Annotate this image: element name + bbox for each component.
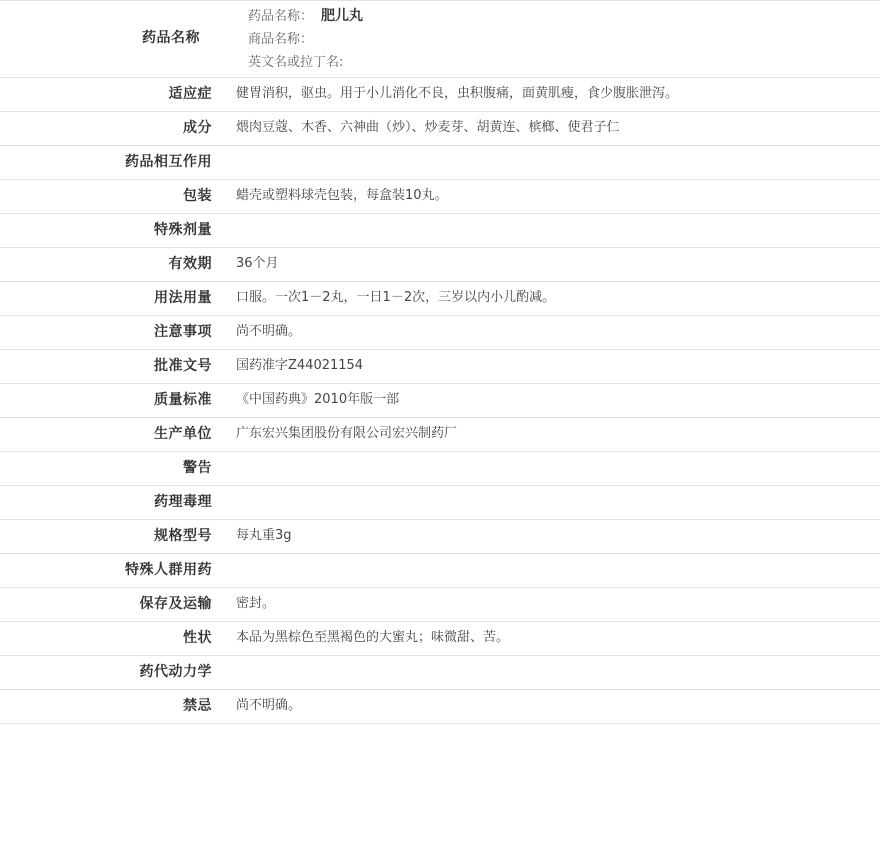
row-label: 用法用量 [154,289,212,306]
table-row [0,554,880,588]
table-row [0,588,880,622]
row-value-cell [224,1,880,78]
row-value: 尚不明确。 [236,324,302,340]
row-label: 质量标准 [154,391,212,408]
row-value-cell [224,588,880,622]
row-label-cell [0,248,224,282]
row-value-cell [224,214,880,248]
row-label-cell [0,690,224,724]
table-row [0,112,880,146]
table-row [0,622,880,656]
drug-name-line [248,5,880,28]
drug-name-label-wrap [0,1,212,77]
english-name-line [248,51,880,74]
table-row [0,248,880,282]
row-value: 蜡壳或塑料球壳包装，每盒装10丸。 [236,188,448,204]
row-label-cell [0,656,224,690]
english-name-value [343,54,351,70]
row-label: 药品名称 [142,30,200,47]
row-value-cell [224,112,880,146]
row-value: 本品为黑棕色至黑褐色的大蜜丸；味微甜、苦。 [236,630,510,646]
row-value: 国药准字Z44021154 [236,358,364,374]
row-label: 有效期 [168,255,212,272]
row-value-cell [224,180,880,214]
row-value [236,562,880,580]
row-value: 36个月 [236,256,279,272]
row-label-cell [0,180,224,214]
trade-name-key: 商品名称： [248,31,314,47]
table-row [0,384,880,418]
row-label: 特殊剂量 [154,221,212,238]
table-row [0,486,880,520]
table-row [0,316,880,350]
row-label: 药理毒理 [154,493,212,510]
table-row [0,656,880,690]
table-row [0,520,880,554]
row-value [236,222,880,240]
table-row [0,452,880,486]
row-label: 注意事项 [154,323,212,340]
table-row [0,146,880,180]
row-value: 健胃消积，驱虫。用于小儿消化不良，虫积腹痛，面黄肌瘦，食少腹胀泄泻。 [236,86,679,102]
row-value-cell [224,282,880,316]
row-label-cell [0,78,224,112]
row-value-cell [224,418,880,452]
row-label: 性状 [183,629,212,646]
drug-info-table-body [0,1,880,724]
row-value-cell [224,316,880,350]
table-row [0,418,880,452]
row-label-cell [0,452,224,486]
row-label: 药代动力学 [139,663,212,680]
row-label: 包装 [183,187,212,204]
table-row [0,214,880,248]
row-label: 警告 [183,459,212,476]
drug-name-value: 肥儿丸 [321,7,364,24]
row-label-cell [0,384,224,418]
table-row [0,350,880,384]
row-value: 广东宏兴集团股份有限公司宏兴制药厂 [236,426,458,442]
row-label-cell [0,112,224,146]
row-label-cell [0,316,224,350]
row-value-cell [224,520,880,554]
drug-name-block [236,1,880,77]
row-label: 适应症 [168,85,212,102]
row-value: 煨肉豆蔻、木香、六神曲（炒）、炒麦芽、胡黄连、槟榔、使君子仁 [236,120,620,136]
row-label-cell [0,214,224,248]
row-value: 尚不明确。 [236,698,302,714]
row-value-cell [224,350,880,384]
table-row [0,78,880,112]
row-label: 成分 [183,119,212,136]
table-row [0,180,880,214]
row-label-cell [0,588,224,622]
row-label-cell [0,282,224,316]
trade-name-value [313,31,321,47]
row-value: 口服。一次1－2丸，一日1－2次，三岁以内小儿酌减。 [236,290,556,306]
row-value-cell [224,622,880,656]
row-label-cell [0,622,224,656]
row-label-cell [0,486,224,520]
row-label: 生产单位 [154,425,212,442]
row-value [236,494,880,512]
table-row-drug-name [0,1,880,78]
row-value-cell [224,656,880,690]
row-label-cell [0,554,224,588]
row-label-cell [0,520,224,554]
row-value-cell [224,452,880,486]
row-label: 禁忌 [183,697,212,714]
row-value-cell [224,690,880,724]
row-label: 批准文号 [154,357,212,374]
row-value-cell [224,554,880,588]
row-value: 密封。 [236,596,276,612]
drug-name-key: 药品名称： [248,8,314,24]
row-value [236,460,880,478]
row-value-cell [224,146,880,180]
english-name-key: 英文名或拉丁名: [248,54,344,70]
row-label: 规格型号 [154,527,212,544]
row-value [236,154,880,172]
table-row [0,690,880,724]
table-row [0,282,880,316]
row-value-cell [224,78,880,112]
row-value-cell [224,486,880,520]
row-label-cell [0,350,224,384]
row-value-cell [224,248,880,282]
row-label-cell [0,418,224,452]
row-label: 特殊人群用药 [125,561,212,578]
row-label-cell [0,1,224,78]
row-value: 每丸重3g [236,528,292,544]
row-value: 《中国药典》2010年版一部 [236,392,400,408]
row-label: 药品相互作用 [125,153,212,170]
row-label-cell [0,146,224,180]
row-value-cell [224,384,880,418]
row-label: 保存及运输 [139,595,212,612]
row-value [236,664,880,682]
trade-name-line [248,28,880,51]
